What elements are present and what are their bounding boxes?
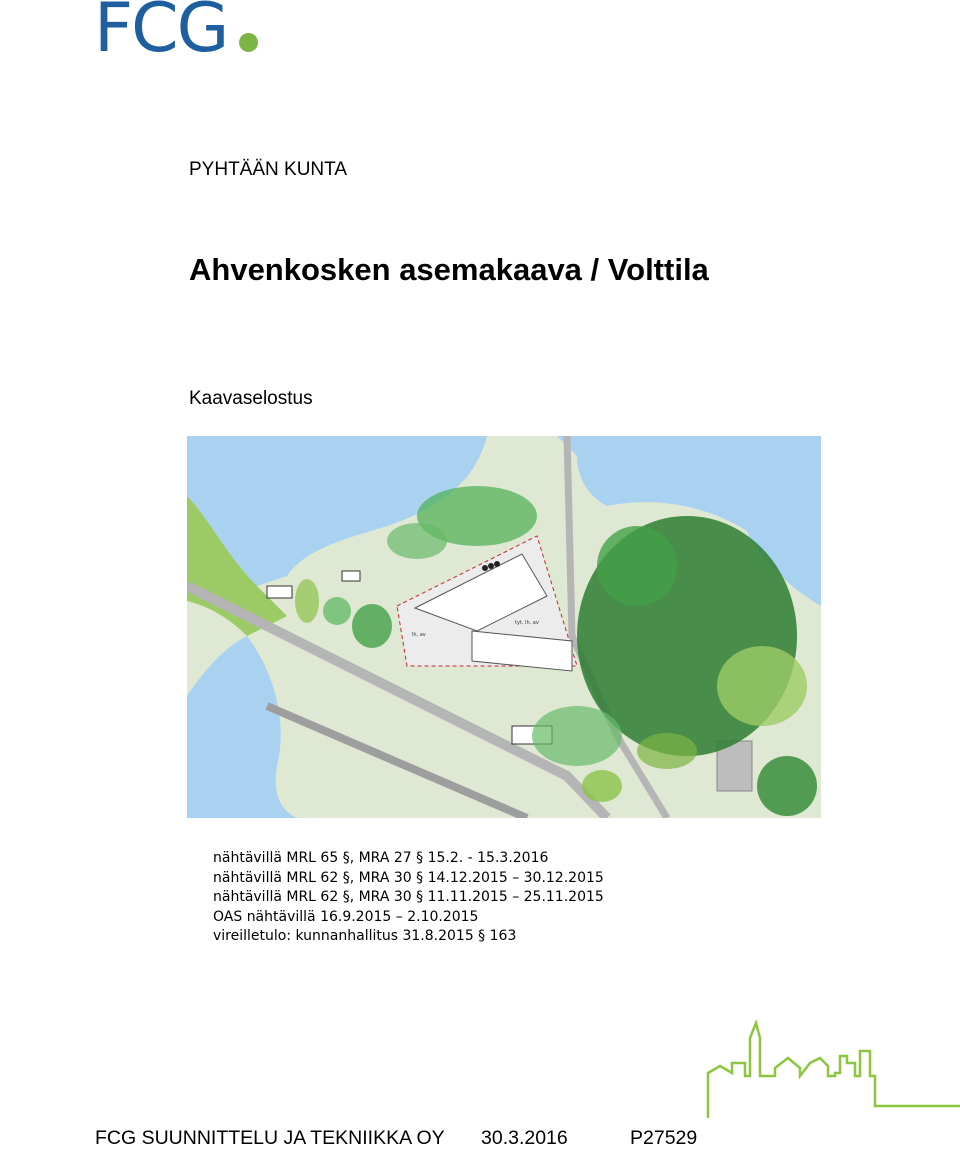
skyline-icon [700, 1018, 960, 1118]
municipality-name: PYHTÄÄN KUNTA [189, 159, 348, 180]
map-silo-2 [488, 563, 494, 569]
map-silo-3 [494, 561, 500, 567]
map-house-2 [342, 571, 360, 581]
map-house-1 [267, 586, 292, 598]
document-title: Ahvenkosken asemakaava / Volttila [189, 252, 709, 287]
footer-company: FCG SUUNNITTELU JA TEKNIIKKA OY [95, 1127, 445, 1149]
document-subtitle: Kaavaselostus [189, 388, 313, 409]
note-line: nähtävillä MRL 62 §, MRA 30 § 11.11.2015 – 25.11.2015 [213, 889, 604, 905]
note-line: OAS nähtävillä 16.9.2015 – 2.10.2015 [213, 908, 479, 925]
logo-dot-icon [239, 33, 258, 52]
footer-project-number: P27529 [630, 1127, 698, 1149]
fcg-logo [94, 0, 258, 68]
plan-map-drawing [187, 436, 821, 818]
map-label-1: tyt, lh, av [515, 620, 539, 626]
note-line: nähtävillä MRL 65 §, MRA 27 § 15.2. - 15.3.2016 [213, 850, 549, 866]
note-line: nähtävillä MRL 62 §, MRA 30 § 14.12.2015 – 30.12.2015 [213, 869, 604, 886]
plan-map-image [187, 436, 821, 818]
map-label-2: lh, av [412, 632, 426, 638]
map-silo-1 [482, 565, 488, 571]
notes-list [213, 849, 604, 947]
page-footer [95, 1126, 715, 1150]
logo-text: FCG [94, 0, 228, 68]
note-line: vireilletulo: kunnanhallitus 31.8.2015 § 163 [213, 928, 517, 944]
footer-date: 30.3.2016 [481, 1127, 568, 1149]
